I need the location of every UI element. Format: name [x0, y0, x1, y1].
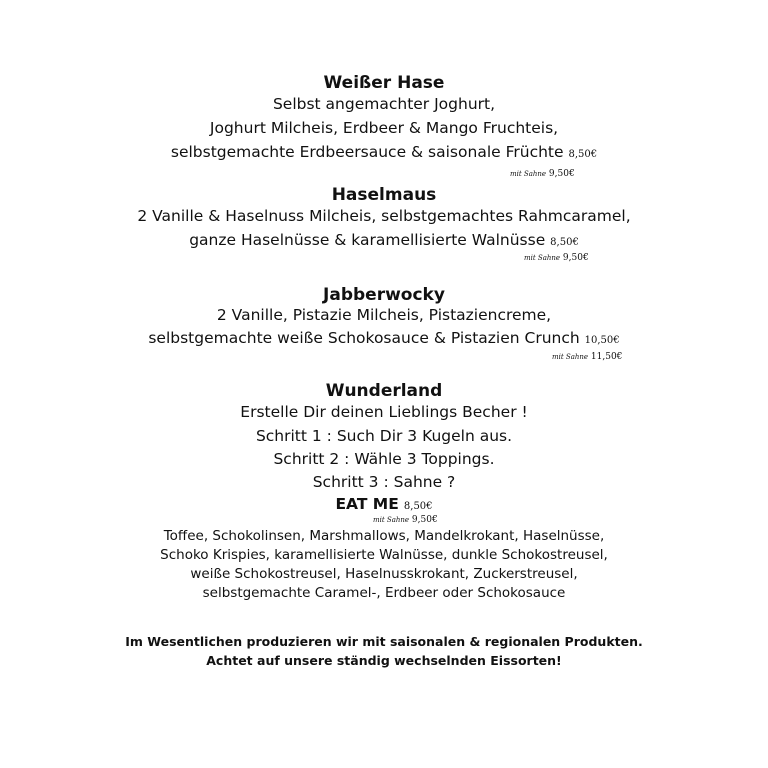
sahne-label: mit Sahne: [524, 254, 561, 262]
item-price: 10,50€: [584, 335, 620, 346]
sahne-price-value: 9,50€: [411, 515, 438, 525]
topping-line: Toffee, Schokolinsen, Marshmallows, Mandelkrokant, Haselnüsse,: [163, 528, 605, 544]
wunderland-step: Schritt 1 : Such Dir 3 Kugeln aus.: [255, 427, 513, 445]
sahne-price: [524, 254, 589, 263]
sahne-label: mit Sahne: [373, 516, 410, 524]
item-title: Wunderland: [325, 381, 443, 401]
item-description-text: ganze Haselnüsse & karamellisierte Walnüsse: [189, 231, 546, 249]
item-price: 8,50€: [568, 149, 598, 160]
item-price: 8,50€: [403, 501, 433, 512]
sahne-price-value: 11,50€: [590, 352, 623, 362]
wunderland-step: Schritt 2 : Wähle 3 Toppings.: [273, 450, 495, 468]
footer-note: Achtet auf unsere ständig wechselnden Eissorten!: [206, 653, 562, 668]
item-description-line: 2 Vanille, Pistazie Milcheis, Pistaziencreme,: [216, 306, 552, 324]
sahne-label: mit Sahne: [510, 170, 547, 178]
item-description-line: Joghurt Milcheis, Erdbeer & Mango Fruchteis,: [209, 119, 559, 137]
topping-line: Schoko Krispies, karamellisierte Walnüsse, dunkle Schokostreusel,: [160, 547, 608, 563]
item-description-line: [0, 233, 768, 249]
eat-me-title: EAT ME: [335, 495, 399, 513]
sahne-price-value: 9,50€: [548, 169, 575, 179]
item-description-line: [0, 331, 768, 347]
item-description-text: selbstgemachte weiße Schokosauce & Pistazien Crunch: [148, 329, 580, 347]
item-title: Weißer Hase: [323, 73, 445, 93]
sahne-price: [552, 353, 622, 362]
footer-note: Im Wesentlichen produzieren wir mit saisonalen & regionalen Produkten.: [125, 634, 643, 649]
wunderland-line: Erstelle Dir deinen Lieblings Becher !: [240, 403, 528, 421]
wunderland-step: Schritt 3 : Sahne ?: [312, 473, 456, 491]
item-title: Haselmaus: [331, 185, 437, 205]
item-description-line: [0, 145, 768, 161]
topping-line: selbstgemachte Caramel-, Erdbeer oder Schokosauce: [202, 585, 566, 601]
eat-me-line: [0, 496, 768, 513]
sahne-label: mit Sahne: [552, 353, 589, 361]
item-description-line: Selbst angemachter Joghurt,: [272, 95, 496, 113]
item-title: Jabberwocky: [323, 285, 445, 305]
item-price: 8,50€: [550, 237, 579, 248]
topping-line: weiße Schokostreusel, Haselnusskrokant, Zuckerstreusel,: [190, 566, 578, 582]
sahne-price: [373, 516, 438, 525]
sahne-price: [510, 170, 575, 179]
item-description-line: 2 Vanille & Haselnuss Milcheis, selbstgemachtes Rahmcaramel,: [137, 207, 631, 225]
sahne-price-value: 9,50€: [562, 253, 589, 263]
item-description-text: selbstgemachte Erdbeersauce & saisonale Früchte: [170, 143, 564, 161]
